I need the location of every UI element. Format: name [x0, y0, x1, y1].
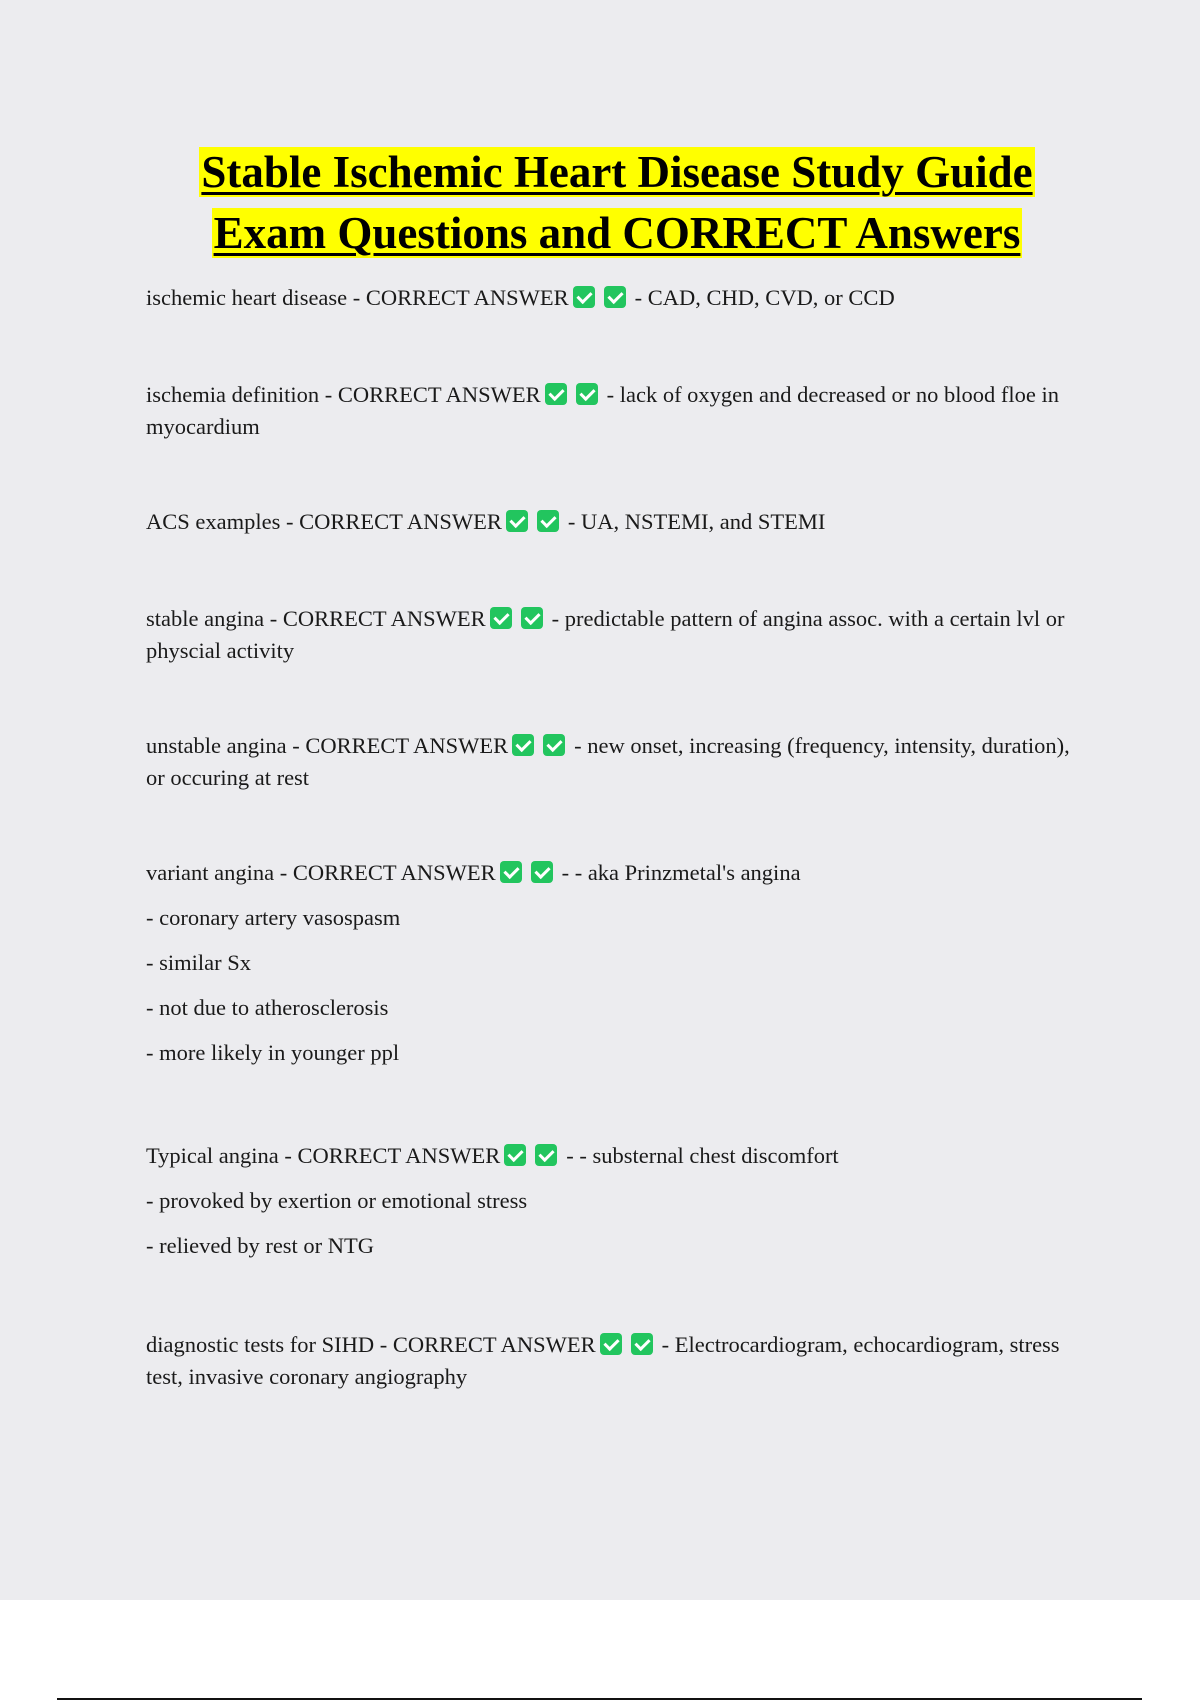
green-check-box-icon	[500, 861, 522, 883]
green-check-box-icon	[537, 510, 559, 532]
qa-entry	[146, 282, 1076, 314]
green-check-box-icon	[535, 1144, 557, 1166]
entry-sub-line: - similar Sx	[146, 950, 251, 975]
qa-entry	[146, 1140, 1076, 1262]
green-check-box-icon	[600, 1333, 622, 1355]
entry-sub-line: - not due to atherosclerosis	[146, 995, 389, 1020]
entry-term: diagnostic tests for SIHD	[146, 1332, 375, 1357]
entry-term: variant angina	[146, 860, 275, 885]
qa-line: ischemic heart disease - CORRECT ANSWER - CAD, CHD, CVD, or CCD	[146, 285, 895, 310]
entry-answer: CAD, CHD, CVD, or CCD	[647, 285, 895, 310]
qa-line: unstable angina - CORRECT ANSWER - new onset, increasing (frequency, intensity, duration), or occuring at rest	[146, 733, 1070, 790]
entry-term: unstable angina	[146, 733, 287, 758]
correct-answer-marker: CORRECT ANSWER	[292, 860, 496, 885]
entry-answer: new onset, increasing (frequency, intensity, duration), or occuring at rest	[146, 733, 1070, 790]
entry-answer: Electrocardiogram, echocardiogram, stress test, invasive coronary angiography	[146, 1332, 1060, 1389]
entry-term: Typical angina	[146, 1143, 279, 1168]
qa-entry	[146, 379, 1076, 443]
green-check-box-icon	[576, 383, 598, 405]
title-line-1: Stable Ischemic Heart Disease Study Guide	[201, 147, 1033, 197]
entry-term: ischemia definition	[146, 382, 320, 407]
qa-line: diagnostic tests for SIHD - CORRECT ANSWER - Electrocardiogram, echocardiogram, stress test, invasive coronary angiography	[146, 1332, 1060, 1389]
green-check-box-icon	[543, 734, 565, 756]
qa-entry	[146, 1329, 1076, 1393]
document-title	[0, 142, 1200, 264]
entry-sub-line: - provoked by exertion or emotional stress	[146, 1188, 528, 1213]
correct-answer-marker: CORRECT ANSWER	[392, 1332, 596, 1357]
entry-term: ischemic heart disease	[146, 285, 348, 310]
entry-sub-line: - coronary artery vasospasm	[146, 905, 401, 930]
title-line-2: Exam Questions and CORRECT Answers	[213, 208, 1021, 258]
qa-entry	[146, 603, 1076, 667]
entry-sub-line: - relieved by rest or NTG	[146, 1233, 375, 1258]
correct-answer-marker: CORRECT ANSWER	[365, 285, 569, 310]
entry-answer: - aka Prinzmetal's angina	[574, 860, 801, 885]
green-check-box-icon	[545, 383, 567, 405]
green-check-box-icon	[490, 607, 512, 629]
entry-answer: predictable pattern of angina assoc. with a certain lvl or physcial activity	[146, 606, 1065, 663]
entry-sub-line: - more likely in younger ppl	[146, 1040, 400, 1065]
green-check-box-icon	[604, 286, 626, 308]
qa-line: ACS examples - CORRECT ANSWER - UA, NSTEMI, and STEMI	[146, 509, 826, 534]
correct-answer-marker: CORRECT ANSWER	[337, 382, 541, 407]
qa-line: variant angina - CORRECT ANSWER - - aka Prinzmetal's angina	[146, 860, 801, 885]
entry-term: stable angina	[146, 606, 265, 631]
green-check-box-icon	[531, 861, 553, 883]
entry-term: ACS examples	[146, 509, 281, 534]
green-check-box-icon	[573, 286, 595, 308]
entry-answer: - substernal chest discomfort	[579, 1143, 839, 1168]
entry-answer: lack of oxygen and decreased or no blood floe in myocardium	[146, 382, 1059, 439]
correct-answer-marker: CORRECT ANSWER	[282, 606, 486, 631]
correct-answer-marker: CORRECT ANSWER	[299, 509, 502, 534]
entry-answer: UA, NSTEMI, and STEMI	[581, 509, 826, 534]
correct-answer-marker: CORRECT ANSWER	[297, 1143, 501, 1168]
qa-entry	[146, 506, 1076, 538]
qa-line: Typical angina - CORRECT ANSWER - - substernal chest discomfort	[146, 1143, 839, 1168]
qa-line: stable angina - CORRECT ANSWER - predictable pattern of angina assoc. with a certain lvl or physcial activity	[146, 606, 1065, 663]
green-check-box-icon	[512, 734, 534, 756]
correct-answer-marker: CORRECT ANSWER	[305, 733, 509, 758]
green-check-box-icon	[506, 510, 528, 532]
qa-entry	[146, 857, 1076, 1069]
qa-line: ischemia definition - CORRECT ANSWER - lack of oxygen and decreased or no blood floe in myocardium	[146, 382, 1059, 439]
green-check-box-icon	[504, 1144, 526, 1166]
green-check-box-icon	[521, 607, 543, 629]
qa-entry	[146, 730, 1076, 794]
green-check-box-icon	[631, 1333, 653, 1355]
